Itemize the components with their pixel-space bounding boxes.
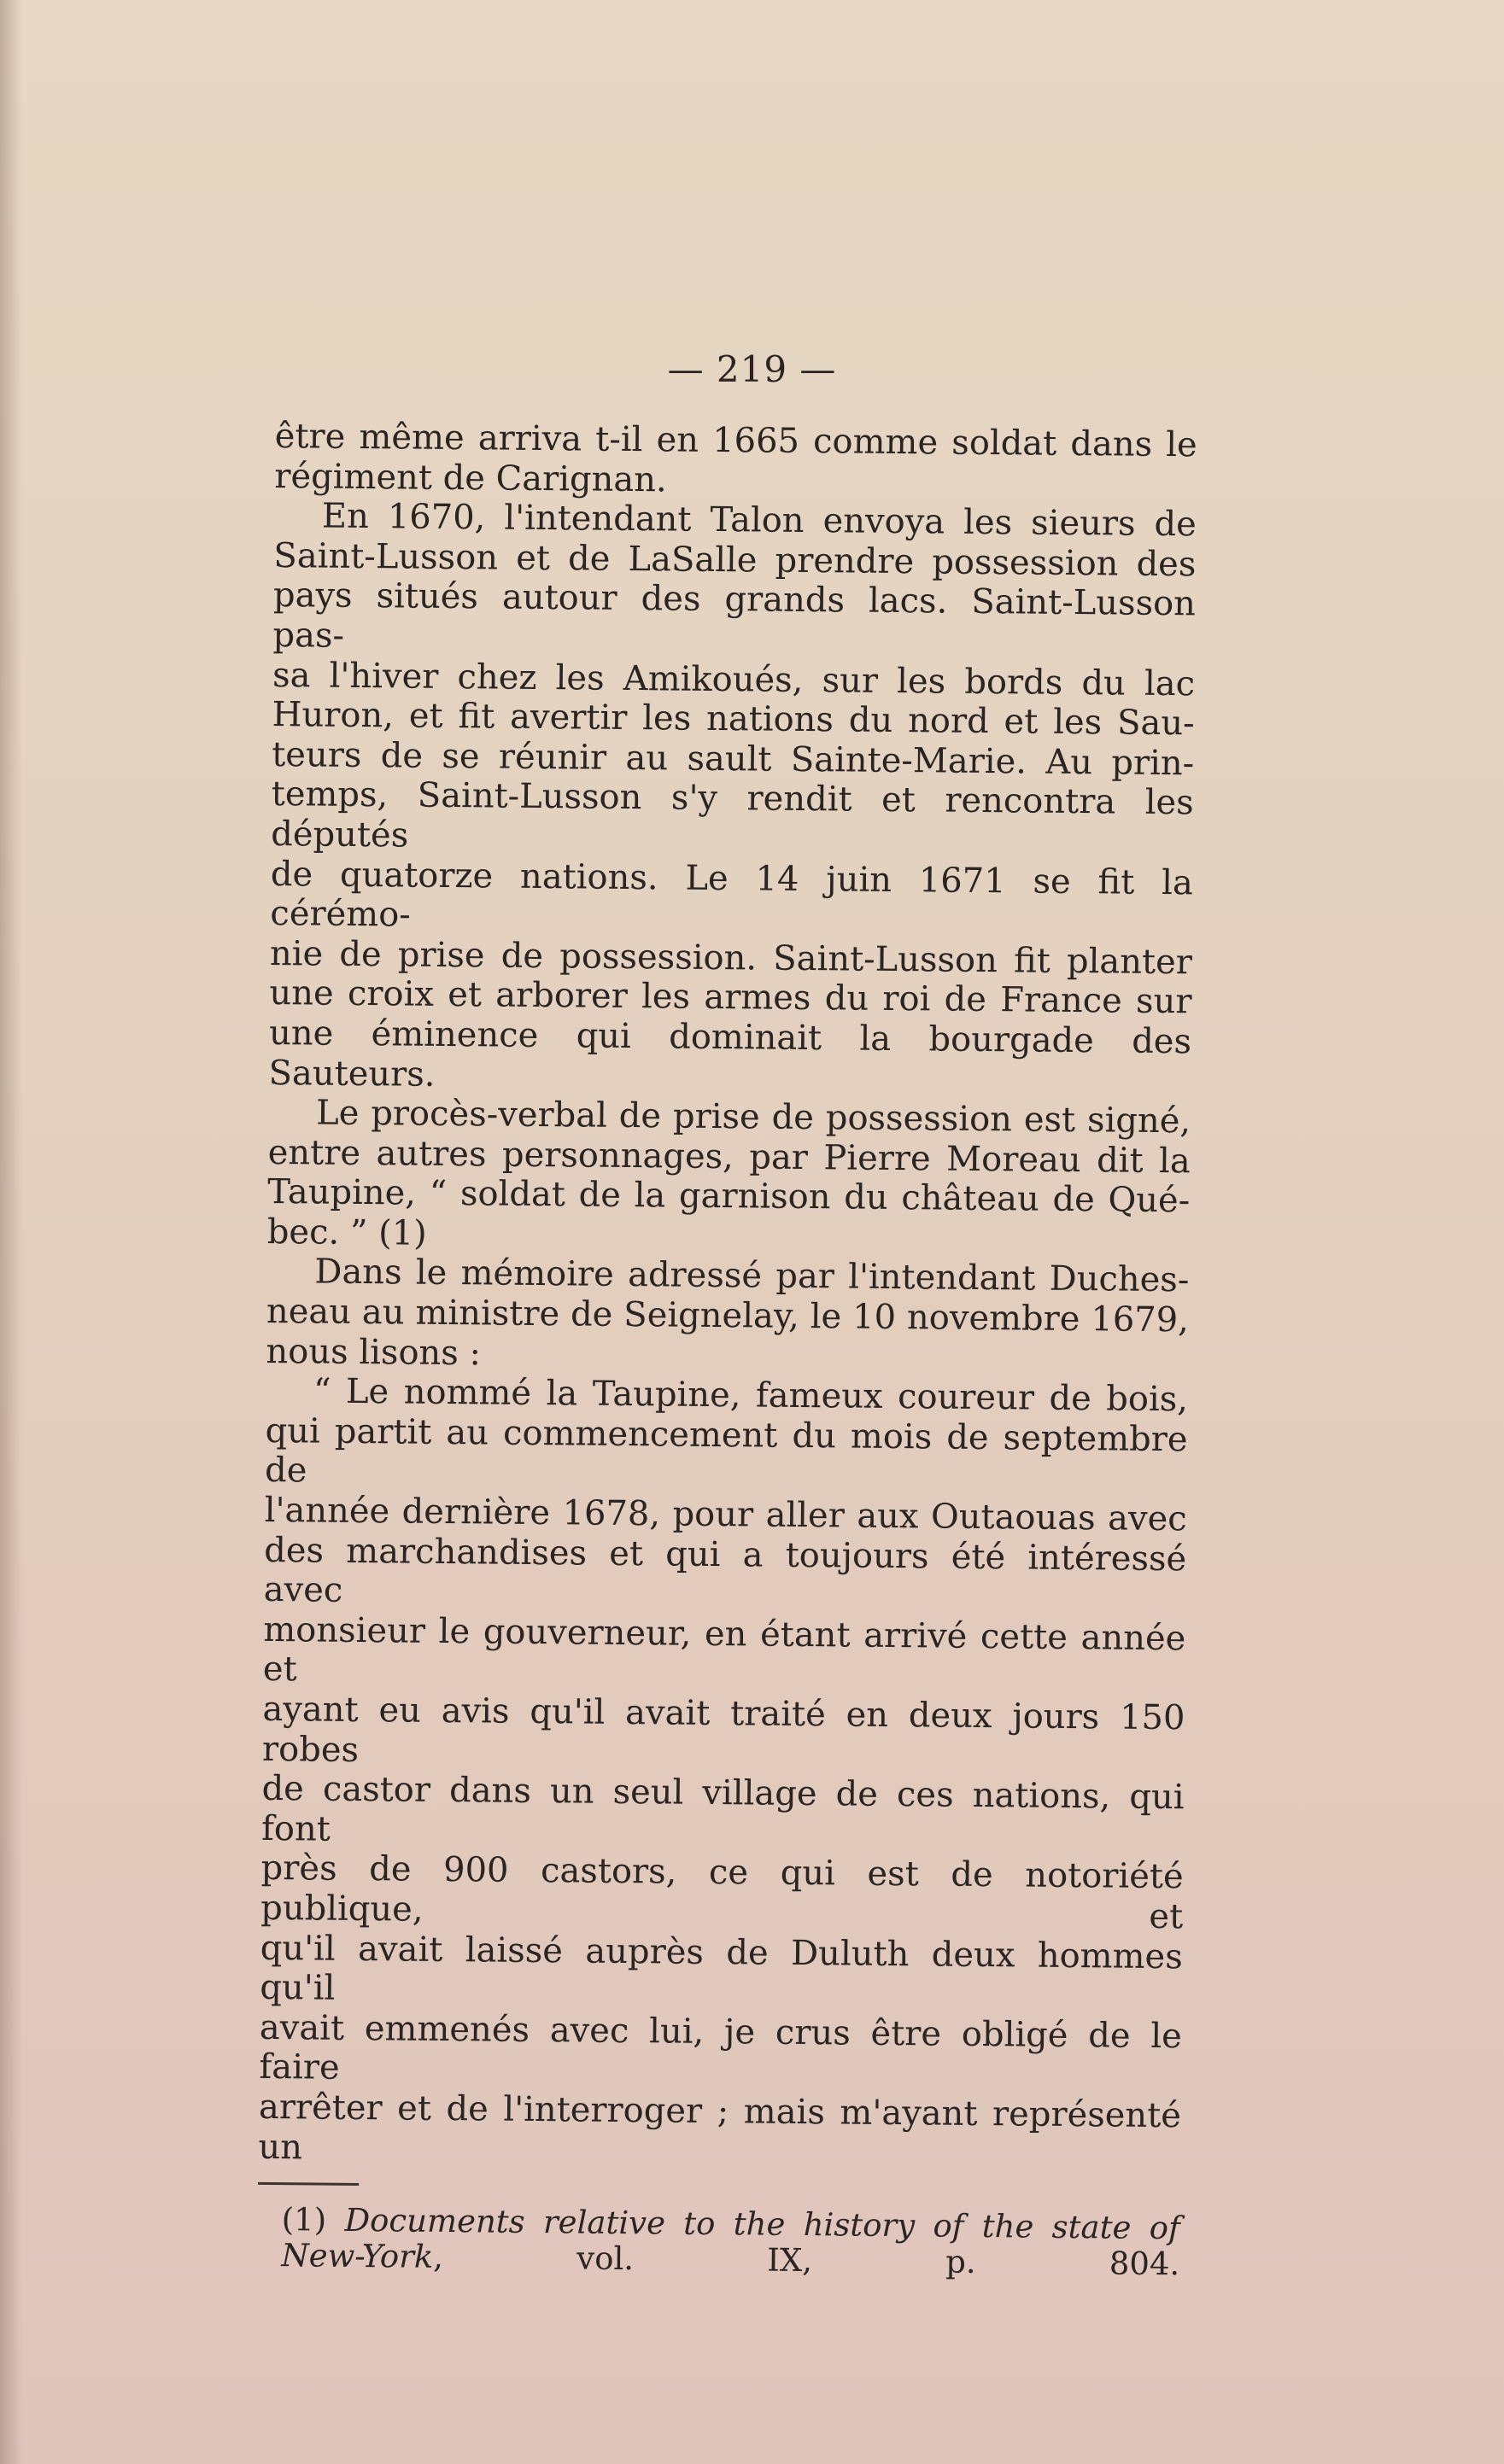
text-line: sa l'hiver chez les Amikoués, sur les bords du lac — [272, 655, 1196, 704]
text-line: ayant eu avis qu'il avait traité en deux jours 150 robes — [261, 1689, 1185, 1770]
text-line: de quatorze nations. Le 14 juin 1671 se fit la cérémo- — [270, 854, 1194, 935]
text-line: bec. ” (1) — [266, 1212, 427, 1253]
text-line: pays situés autour des grands lacs. Saint-Lusson pas- — [272, 575, 1197, 656]
text-line: monsieur le gouverneur, en étant arrivé cette année et — [262, 1609, 1186, 1690]
footnote-divider — [258, 2182, 359, 2186]
text-line: arrêter et de l'interroger ; mais m'ayant représenté un — [258, 2087, 1182, 2167]
text-line: de castor dans un seul village de ces nations, qui font — [260, 1769, 1185, 1849]
text-line: une croix et arborer les armes du roi de France sur — [269, 973, 1192, 1022]
text-line: Le procès-verbal de prise de possession est signé, — [315, 1093, 1191, 1141]
text-line: près de 900 castors, ce qui est de notoriété publique, et — [260, 1848, 1184, 1937]
text-line: qui partit au commencement du mois de septembre de — [264, 1410, 1188, 1491]
text-line: une éminence qui dominait la bourgade des Sauteurs. — [268, 1013, 1192, 1095]
text-line: entre autres personnages, par Pierre Moreau dit la — [267, 1132, 1191, 1182]
text-line: Saint-Lusson et de LaSalle prendre possession des — [273, 535, 1197, 585]
footnote — [257, 2202, 1180, 2282]
text-line: nie de prise de possession. Saint-Lusson fit planter — [269, 933, 1193, 983]
page-number: — 219 — — [667, 348, 837, 390]
text-line: qu'il avait laissé auprès de Duluth deux hommes qu'il — [260, 1928, 1183, 2008]
text-line: temps, Saint-Lusson s'y rendit et rencontra les députés — [271, 774, 1194, 855]
footnote-marker: (1) — [281, 2201, 327, 2239]
text-line: être même arriva t-il en 1665 comme soldat dans le — [274, 417, 1197, 465]
footnote-title: Documents relative to the history of the state of New-York — [281, 2202, 1180, 2276]
text-line: l'année dernière 1678, pour aller aux Outaouas avec — [264, 1490, 1187, 1539]
text-line: neau au ministre de Seignelay, le 10 novembre 1679, — [266, 1292, 1190, 1340]
text-line: “ Le nommé la Taupine, fameux coureur de bois, — [313, 1371, 1189, 1420]
text-line: Taupine, “ soldat de la garnison du château de Qué- — [267, 1172, 1191, 1221]
text-line: teurs de se réunir au sault Sainte-Marie. Au prin- — [271, 734, 1195, 784]
text-line: avait emmenés avec lui, je crus être obligé de le faire — [259, 2007, 1183, 2088]
text-line: Huron, et fit avertir les nations du nord et les Sau- — [272, 695, 1195, 744]
text-line: régiment de Carignan. — [274, 456, 667, 499]
text-line: nous lisons : — [266, 1331, 482, 1374]
text-line: des marchandises et qui a toujours été intéressé avec — [263, 1530, 1187, 1611]
text-line: En 1670, l'intendant Talon envoya les sieurs de — [321, 496, 1197, 545]
footnote-reference: , vol. IX, p. 804. — [433, 2239, 1180, 2283]
body-text — [257, 417, 1197, 2282]
text-line: Dans le mémoire adressé par l'intendant Duches- — [314, 1252, 1190, 1300]
